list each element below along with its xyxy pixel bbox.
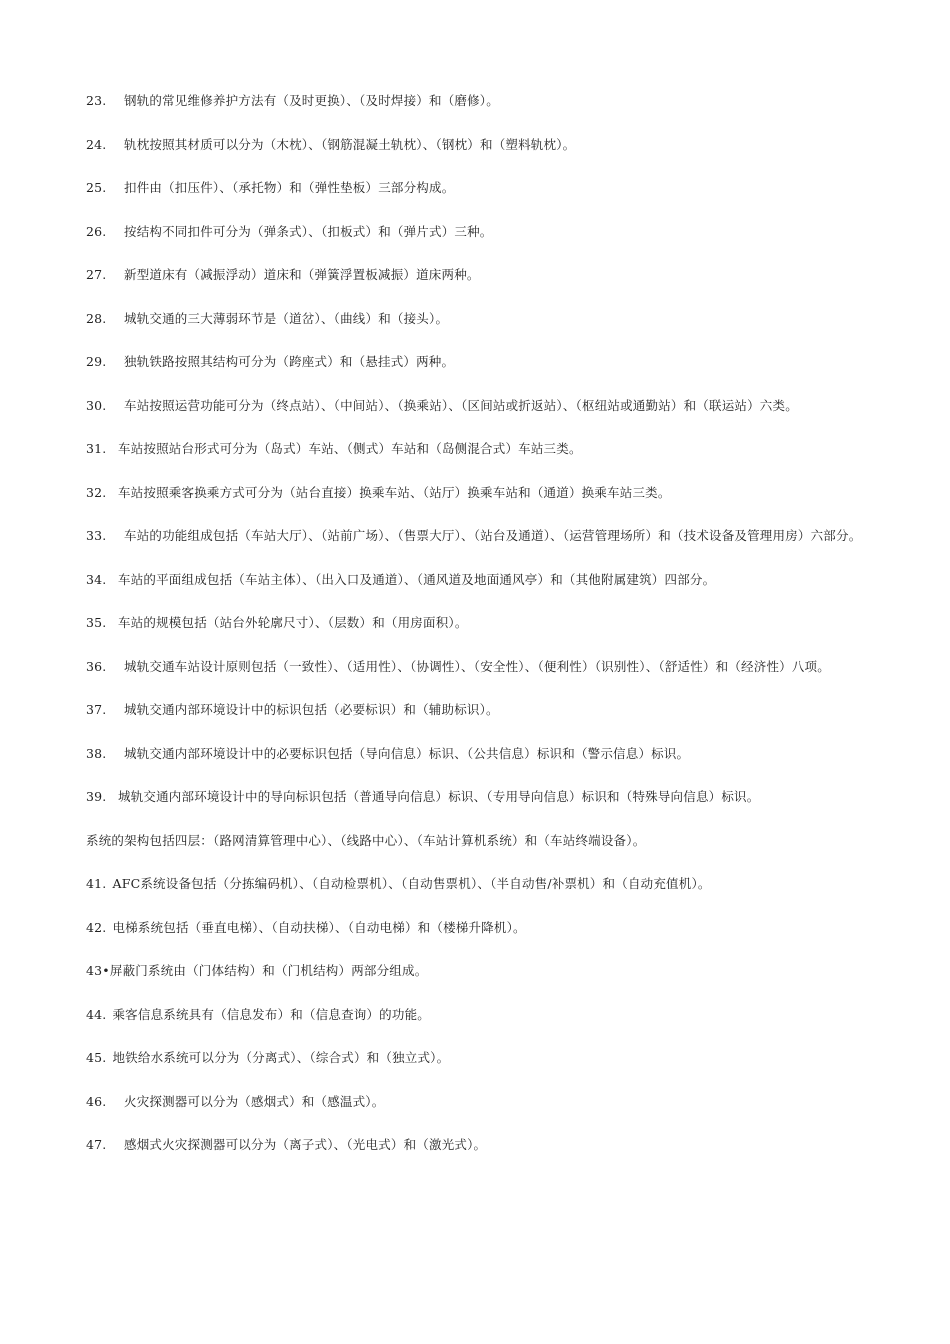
list-item — [86, 869, 870, 899]
item-number: 31. — [86, 441, 107, 456]
item-text: AFC系统设备包括（分拣编码机）、（自动检票机）、（自动售票机）、（半自动售/补票机）和（自动充值机）。 — [112, 876, 711, 891]
item-text: 车站的功能组成包括（车站大厅）、（站前广场）、（售票大厅）、（站台及通道）、（运营管理场所）和（技术设备及管理用房）六部分。 — [124, 528, 862, 543]
item-number: 47. — [86, 1137, 107, 1152]
item-text: 城轨交通内部环境设计中的导向标识包括（普通导向信息）标识、（专用导向信息）标识和（特殊导向信息）标识。 — [118, 789, 760, 804]
list-item — [86, 173, 870, 203]
item-text: 按结构不同扣件可分为（弹条式）、（扣板式）和（弹片式）三种。 — [124, 223, 493, 239]
item-text: 系统的架构包括四层：（路网清算管理中心）、（线路中心）、（车站计算机系统）和（车站终端设备）。 — [86, 832, 646, 848]
list-item — [86, 1087, 870, 1117]
item-text: 新型道床有（减振浮动）道床和（弹簧浮置板减振）道床两种。 — [124, 267, 480, 282]
list-item — [86, 1000, 870, 1030]
list-item — [86, 652, 870, 682]
item-text: 屏蔽门系统由（门体结构）和（门机结构）两部分组成。 — [109, 963, 428, 978]
list-item — [86, 434, 870, 464]
list-item — [86, 478, 870, 508]
item-text: 钢轨的常见维修养护方法有（及时更换）、（及时焊接）和（磨修）。 — [124, 93, 499, 108]
list-item — [86, 695, 870, 725]
item-number: 46. — [86, 1093, 107, 1109]
item-number: 29. — [86, 354, 107, 369]
list-item — [86, 391, 870, 421]
item-text: 独轨铁路按照其结构可分为（跨座式）和（悬挂式）两种。 — [124, 354, 455, 369]
list-item — [86, 347, 870, 377]
item-text: 城轨交通车站设计原则包括（一致性）、（适用性）、（协调性）、（安全性）、（便利性）（识别性）、（舒适性）和（经济性）八项。 — [124, 658, 830, 674]
item-text: 电梯系统包括（垂直电梯）、（自动扶梯）、（自动电梯）和（楼梯升降机）。 — [112, 919, 526, 935]
item-number: 39. — [86, 789, 107, 804]
item-text: 乘客信息系统具有（信息发布）和（信息查询）的功能。 — [112, 1006, 430, 1022]
item-text: 火灾探测器可以分为（感烟式）和（感温式）。 — [124, 1093, 385, 1109]
item-text: 感烟式火灾探测器可以分为（离子式）、（光电式）和（激光式）。 — [124, 1137, 487, 1152]
list-item — [86, 86, 870, 116]
item-text: 城轨交通内部环境设计中的必要标识包括（导向信息）标识、（公共信息）标识和（警示信息）标识。 — [124, 745, 690, 761]
item-number: 33. — [86, 528, 107, 543]
item-number: 25. — [86, 180, 107, 195]
item-number: 41. — [86, 876, 107, 891]
list-item — [86, 608, 870, 638]
item-number: 38. — [86, 745, 107, 761]
list-item — [86, 217, 870, 247]
item-number: 26. — [86, 223, 107, 239]
list-item — [86, 913, 870, 943]
item-number: 43• — [86, 963, 110, 978]
item-number: 42. — [86, 919, 107, 935]
item-number: 35. — [86, 615, 107, 630]
item-text: 地铁给水系统可以分为（分离式）、（综合式）和（独立式）。 — [112, 1050, 450, 1065]
item-text: 城轨交通的三大薄弱环节是（道岔）、（曲线）和（接头）。 — [124, 310, 449, 326]
item-text: 轨枕按照其材质可以分为（木枕）、（钢筋混凝土轨枕）、（钢枕）和（塑料轨枕）。 — [124, 136, 576, 152]
item-number: 28. — [86, 310, 107, 326]
list-item — [86, 739, 870, 769]
item-number: 27. — [86, 267, 107, 282]
item-number: 32. — [86, 484, 107, 500]
item-text: 车站按照运营功能可分为（终点站）、（中间站）、（换乘站）、（区间站或折返站）、（枢纽站或通勤站）和（联运站）六类。 — [124, 397, 798, 413]
list-item — [86, 565, 870, 595]
item-number: 34. — [86, 571, 107, 587]
item-text: 车站的规模包括（站台外轮廓尺寸）、（层数）和（用房面积）。 — [118, 615, 468, 630]
list-item — [86, 1130, 870, 1160]
list-item — [86, 782, 870, 812]
item-number: 45. — [86, 1050, 107, 1065]
list-item — [86, 956, 870, 986]
list-item — [86, 304, 870, 334]
item-text: 车站按照乘客换乘方式可分为（站台直接）换乘车站、（站厅）换乘车站和（通道）换乘车站三类。 — [118, 484, 671, 500]
item-number: 24. — [86, 136, 107, 152]
item-number: 36. — [86, 658, 107, 674]
list-item — [86, 260, 870, 290]
item-number: 23. — [86, 93, 107, 108]
item-text: 城轨交通内部环境设计中的标识包括（必要标识）和（辅助标识）。 — [124, 702, 499, 717]
item-number: 37. — [86, 702, 107, 717]
item-number: 44. — [86, 1006, 107, 1022]
item-number: 30. — [86, 397, 107, 413]
list-item — [86, 521, 870, 551]
item-text: 车站按照站台形式可分为（岛式）车站、（侧式）车站和（岛侧混合式）车站三类。 — [118, 441, 582, 456]
item-text: 扣件由（扣压件）、（承托物）和（弹性垫板）三部分构成。 — [124, 180, 455, 195]
list-item — [86, 1043, 870, 1073]
list-item — [86, 826, 870, 856]
list-item — [86, 130, 870, 160]
item-text: 车站的平面组成包括（车站主体）、（出入口及通道）、（通风道及地面通风亭）和（其他附属建筑）四部分。 — [118, 571, 716, 587]
